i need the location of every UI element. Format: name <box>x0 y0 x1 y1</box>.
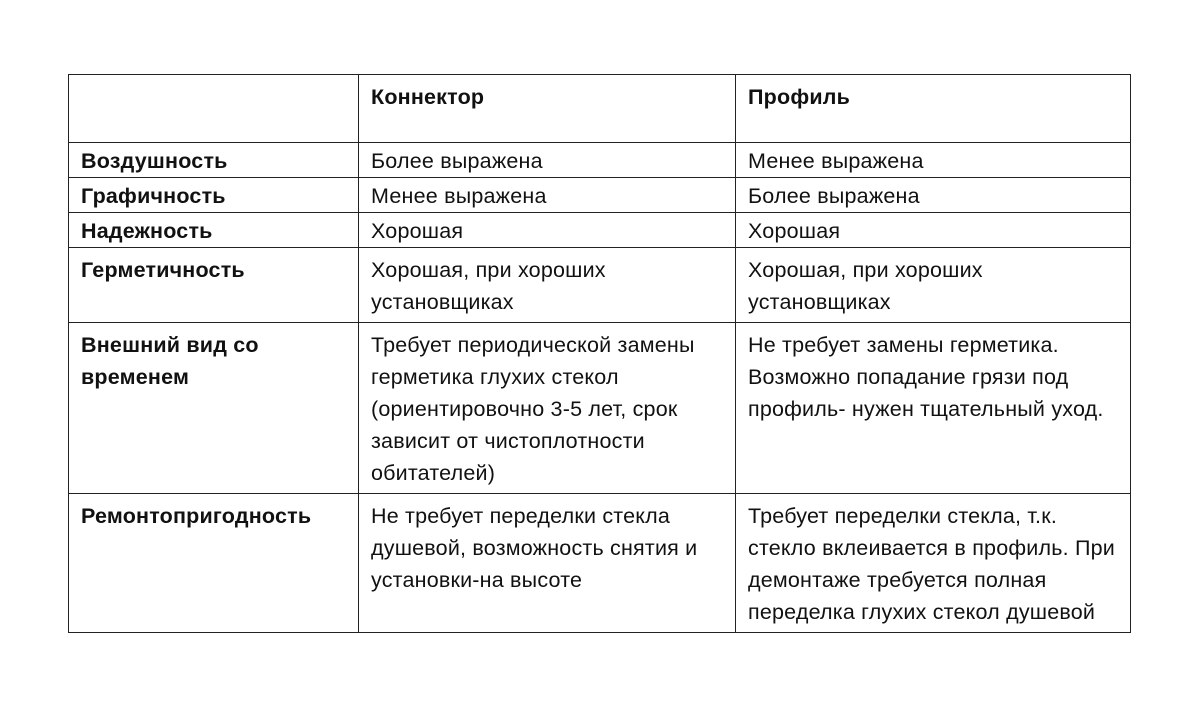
comparison-table <box>68 74 1131 633</box>
connector-cell: Не требует переделки стекла душевой, возможность снятия и установки-на высоте <box>359 494 736 633</box>
row-label: Графичность <box>69 178 359 213</box>
header-cell-empty <box>69 75 359 143</box>
connector-cell: Хорошая <box>359 213 736 248</box>
table-header-row <box>69 75 1131 143</box>
table-row <box>69 248 1131 323</box>
profile-cell: Хорошая <box>736 213 1131 248</box>
row-label: Внешний вид со временем <box>69 323 359 494</box>
row-label: Надежность <box>69 213 359 248</box>
profile-cell: Более выражена <box>736 178 1131 213</box>
connector-cell: Хорошая, при хороших установщиках <box>359 248 736 323</box>
profile-cell: Менее выражена <box>736 143 1131 178</box>
profile-cell: Не требует замены герметика. Возможно попадание грязи под профиль- нужен тщательный уход. <box>736 323 1131 494</box>
connector-cell: Более выражена <box>359 143 736 178</box>
row-label: Герметичность <box>69 248 359 323</box>
row-label: Воздушность <box>69 143 359 178</box>
row-label: Ремонтопригодность <box>69 494 359 633</box>
table-row <box>69 494 1131 633</box>
table-row <box>69 143 1131 178</box>
header-cell-connector: Коннектор <box>359 75 736 143</box>
profile-cell: Хорошая, при хороших установщиках <box>736 248 1131 323</box>
table-row <box>69 178 1131 213</box>
connector-cell: Требует периодической замены герметика глухих стекол (ориентировочно 3-5 лет, срок зависит от чистоплотности обитателей) <box>359 323 736 494</box>
table-row <box>69 213 1131 248</box>
connector-cell: Менее выражена <box>359 178 736 213</box>
table-row <box>69 323 1131 494</box>
header-cell-profile: Профиль <box>736 75 1131 143</box>
profile-cell: Требует переделки стекла, т.к. стекло вклеивается в профиль. При демонтаже требуется полная переделка глухих стекол душевой <box>736 494 1131 633</box>
